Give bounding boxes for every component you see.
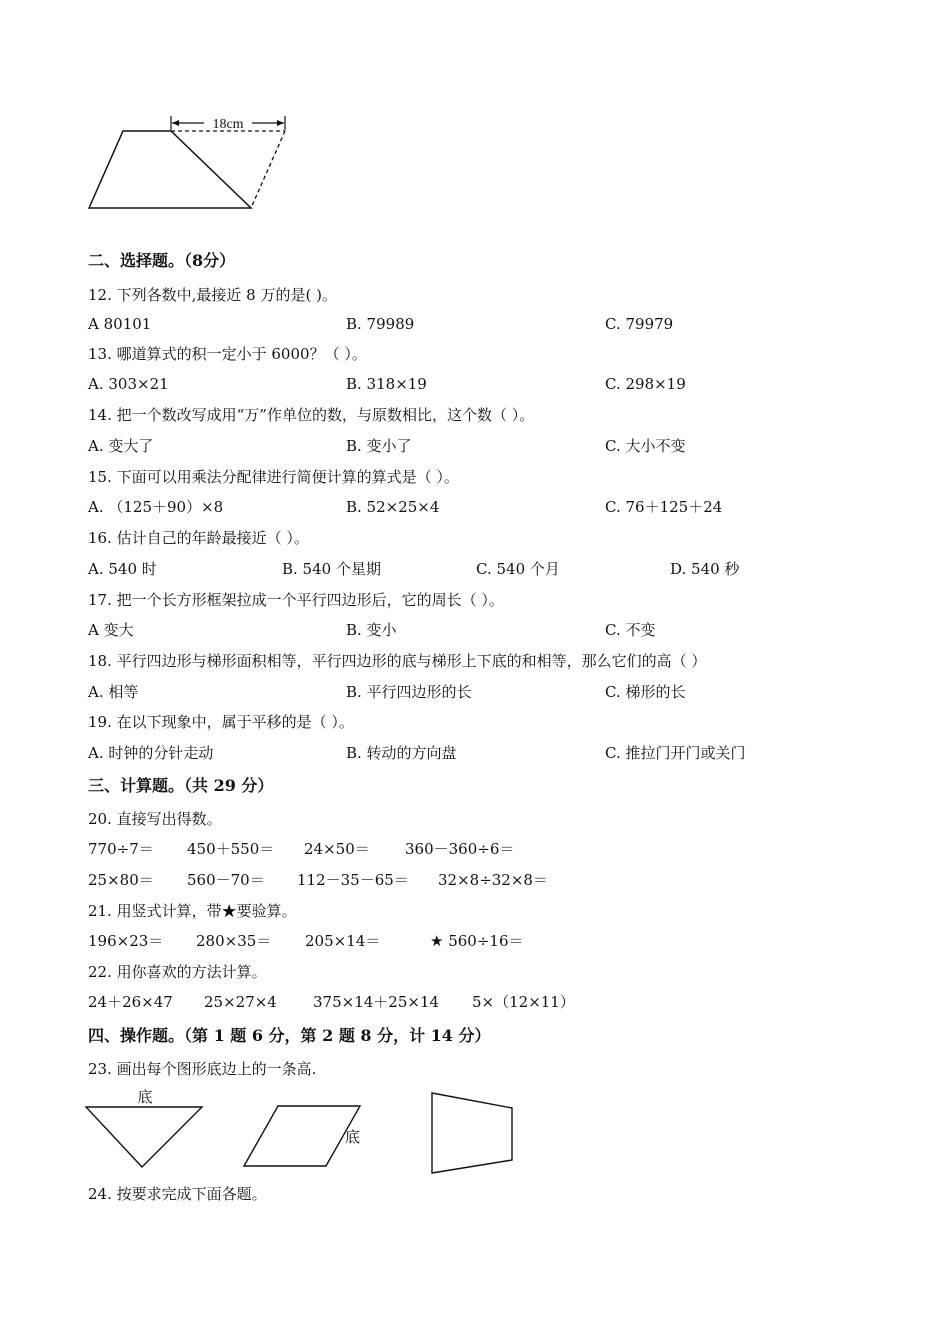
triangle-base-label: 底 [137,1088,153,1106]
q14-option-a: A. 变大了 [88,437,154,455]
q16-option-b: B. 540 个星期 [282,560,381,578]
trapezoid-small-figure [425,1090,520,1180]
q12-stem: 12. 下列各数中,最接近 8 万的是( )。 [88,286,337,304]
q15-option-c: C. 76＋125＋24 [605,498,723,516]
arrow-left [172,120,179,126]
q20-r2-c2: 560－70＝ [187,871,265,889]
q20-r2-c1: 25×80＝ [88,871,154,889]
dimension-label: 18cm [212,117,244,132]
q12-option-c: C. 79979 [605,315,674,333]
q19-stem: 19. 在以下现象中，属于平移的是（ ）。 [88,713,354,731]
dashed-edge-right [251,131,285,208]
q20-r2-c3: 112－35－65＝ [297,871,409,889]
q12-option-b: B. 79989 [346,315,415,333]
q17-option-c: C. 不变 [605,621,656,639]
q20-r1-c2: 450＋550＝ [187,840,275,858]
q22-stem: 22. 用你喜欢的方法计算。 [88,963,267,981]
q13-option-a: A. 303×21 [88,375,169,393]
q13-option-b: B. 318×19 [346,375,427,393]
q22-c4: 5×（12×11） [472,993,575,1011]
section3-heading: 三、计算题。（共 29 分） [88,776,274,795]
parallelogram-base-label: 底 [345,1128,361,1146]
parallelogram-figure [240,1100,380,1175]
q16-option-d: D. 540 秒 [670,560,740,578]
q15-option-a: A. （125＋90）×8 [88,498,224,516]
q21-c1: 196×23＝ [88,932,164,950]
arrow-right [277,120,284,126]
q14-stem: 14. 把一个数改写成用“万”作单位的数，与原数相比，这个数（ ）。 [88,406,535,424]
q19-option-a: A. 时钟的分针走动 [88,744,214,762]
section4-heading: 四、操作题。（第 1 题 6 分，第 2 题 8 分，计 14 分） [88,1026,491,1045]
q18-option-a: A. 相等 [88,683,139,701]
q20-r2-c4: 32×8÷32×8＝ [438,871,548,889]
q16-stem: 16. 估计自己的年龄最接近（ ）。 [88,529,309,547]
q18-option-c: C. 梯形的长 [605,683,686,701]
q22-c1: 24＋26×47 [88,993,173,1011]
trapezoid-figure [80,110,310,220]
q13-stem: 13. 哪道算式的积一定小于 6000？（ ）。 [88,345,367,363]
q17-stem: 17. 把一个长方形框架拉成一个平行四边形后，它的周长（ ）。 [88,591,504,609]
q19-option-c: C. 推拉门开门或关门 [605,744,746,762]
inverted-triangle-figure [80,1085,210,1175]
q22-c2: 25×27×4 [204,993,277,1011]
q15-option-b: B. 52×25×4 [346,498,440,516]
parallelogram-shape [244,1106,360,1166]
q12-option-a: A 80101 [88,315,152,333]
q15-stem: 15. 下面可以用乘法分配律进行简便计算的算式是（ ）。 [88,468,459,486]
trapezoid-small-shape [432,1093,512,1173]
q24-stem: 24. 按要求完成下面各题。 [88,1185,267,1203]
q21-c4: ★ 560÷16＝ [430,932,524,950]
q17-option-b: B. 变小 [346,621,397,639]
q17-option-a: A 变大 [88,621,134,639]
q16-option-a: A. 540 时 [88,560,157,578]
section2-heading: 二、选择题。（8分） [88,251,236,270]
q23-stem: 23. 画出每个图形底边上的一条高. [88,1060,317,1078]
q20-r1-c4: 360－360÷6＝ [405,840,515,858]
trapezoid-shape [89,131,251,208]
q21-c3: 205×14＝ [305,932,381,950]
q19-option-b: B. 转动的方向盘 [346,744,457,762]
q14-option-b: B. 变小了 [346,437,412,455]
q13-option-c: C. 298×19 [605,375,686,393]
q20-r1-c3: 24×50＝ [304,840,370,858]
q18-stem: 18. 平行四边形与梯形面积相等，平行四边形的底与梯形上下底的和相等，那么它们的高（ ） [88,652,707,670]
q22-c3: 375×14＋25×14 [313,993,440,1011]
q18-option-b: B. 平行四边形的长 [346,683,472,701]
q16-option-c: C. 540 个月 [476,560,560,578]
q20-stem: 20. 直接写出得数。 [88,810,222,828]
q21-stem: 21. 用竖式计算，带★要验算。 [88,902,297,920]
q14-option-c: C. 大小不变 [605,437,686,455]
q21-c2: 280×35＝ [196,932,272,950]
inverted-triangle-shape [86,1107,202,1167]
q20-r1-c1: 770÷7＝ [88,840,154,858]
